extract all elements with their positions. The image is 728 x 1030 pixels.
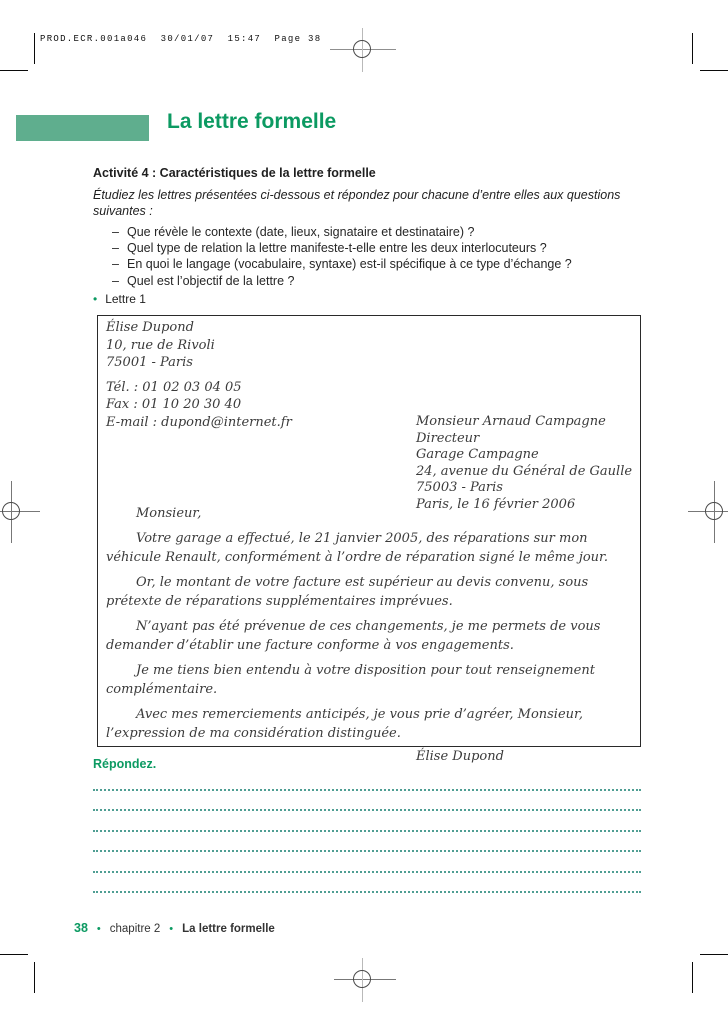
bullet-icon: • — [93, 292, 98, 306]
question-item — [112, 224, 642, 240]
recipient-block — [416, 414, 632, 514]
letter-body — [106, 504, 634, 766]
letter-date: Paris, le 16 février 2006 — [416, 496, 576, 512]
letter-paragraph: Or, le montant de votre facture est supérieur au devis convenu, sous prétexte de réparations supplémentaires imprévues. — [106, 574, 589, 609]
sender-city: 75001 - Paris — [106, 355, 193, 370]
dash-marker: – — [112, 257, 119, 272]
sender-street: 10, rue de Rivoli — [106, 337, 215, 353]
question-text: Quel est l’objectif de la lettre ? — [127, 273, 295, 288]
crop-mark — [700, 70, 728, 71]
answer-line — [93, 770, 641, 791]
crop-mark — [34, 33, 35, 64]
question-item — [112, 273, 642, 289]
letter-paragraph: Votre garage a effectué, le 21 janvier 2005, des réparations sur mon véhicule Renault, conformément à l’ordre de réparation signé le même jour. — [106, 530, 608, 565]
print-slug: PROD.ECR.001a046 30/01/07 15:47 Page 38 — [40, 34, 322, 44]
crop-mark — [0, 954, 28, 955]
answer-lines — [93, 770, 641, 893]
dash-marker: – — [112, 241, 119, 256]
question-text: Que révèle le contexte (date, lieux, signataire et destinataire) ? — [127, 225, 475, 239]
recipient-role: Directeur — [416, 430, 480, 446]
activity-heading: Activité 4 : Caractéristiques de la lettre formelle — [93, 166, 376, 180]
recipient-street: 24, avenue du Général de Gaulle — [416, 463, 633, 479]
letter-paragraph: Avec mes remerciements anticipés, je vous prie d’agréer, Monsieur, l’expression de ma considération distinguée. — [106, 706, 583, 741]
letter-signature: Élise Dupond — [416, 748, 504, 764]
letter-box — [97, 315, 641, 764]
letter-salutation: Monsieur, — [136, 506, 202, 521]
crop-mark — [692, 962, 693, 993]
page-title: La lettre formelle — [167, 110, 337, 133]
bullet-icon: • — [96, 923, 101, 935]
recipient-name: Monsieur Arnaud Campagne — [416, 414, 606, 429]
dash-marker: – — [112, 225, 119, 239]
sender-email: E-mail : dupond@internet.fr — [106, 414, 292, 430]
question-text: Quel type de relation la lettre manifeste-t-elle entre les deux interlocuteurs ? — [127, 241, 547, 256]
spacer — [106, 372, 292, 379]
recipient-city: 75003 - Paris — [416, 480, 503, 496]
letter-label-row — [93, 292, 146, 306]
page-number: 38 — [74, 921, 88, 935]
sender-tel: Tél. : 01 02 03 04 05 — [106, 379, 242, 395]
answer-line — [93, 852, 641, 873]
chapter-label: chapitre 2 — [109, 923, 161, 935]
crop-mark — [692, 33, 693, 64]
answer-line — [93, 811, 641, 832]
bullet-icon: • — [169, 923, 174, 935]
question-item — [112, 256, 642, 272]
question-list — [112, 224, 642, 289]
sender-block — [106, 319, 292, 431]
sender-fax: Fax : 01 10 20 30 40 — [106, 397, 242, 412]
crop-mark — [700, 954, 728, 955]
question-text: En quoi le langage (vocabulaire, syntaxe) est-il spécifique à ce type d’échange ? — [127, 257, 572, 272]
answer-line — [93, 832, 641, 853]
page-footer — [74, 921, 275, 935]
repondez-label: Répondez. — [93, 757, 157, 771]
crop-mark — [0, 70, 28, 71]
crop-mark — [34, 962, 35, 993]
activity-instructions: Étudiez les lettres présentées ci-dessous et répondez pour chacune d’entre elles aux questions suivantes : — [93, 188, 621, 218]
letter-paragraph: N’ayant pas été prévenue de ces changements, je me permets de vous demander d’établir une facture conforme à vos engagements. — [106, 618, 601, 653]
letter-label: Lettre 1 — [105, 292, 146, 306]
dash-marker: – — [112, 273, 119, 288]
answer-line — [93, 791, 641, 812]
letter-paragraph: Je me tiens bien entendu à votre disposition pour tout renseignement complémentaire. — [106, 662, 595, 697]
question-item — [112, 240, 642, 256]
sender-name: Élise Dupond — [106, 320, 194, 335]
recipient-company: Garage Campagne — [416, 447, 539, 463]
answer-line — [93, 873, 641, 894]
section-label: La lettre formelle — [182, 923, 275, 935]
title-band — [16, 115, 149, 141]
